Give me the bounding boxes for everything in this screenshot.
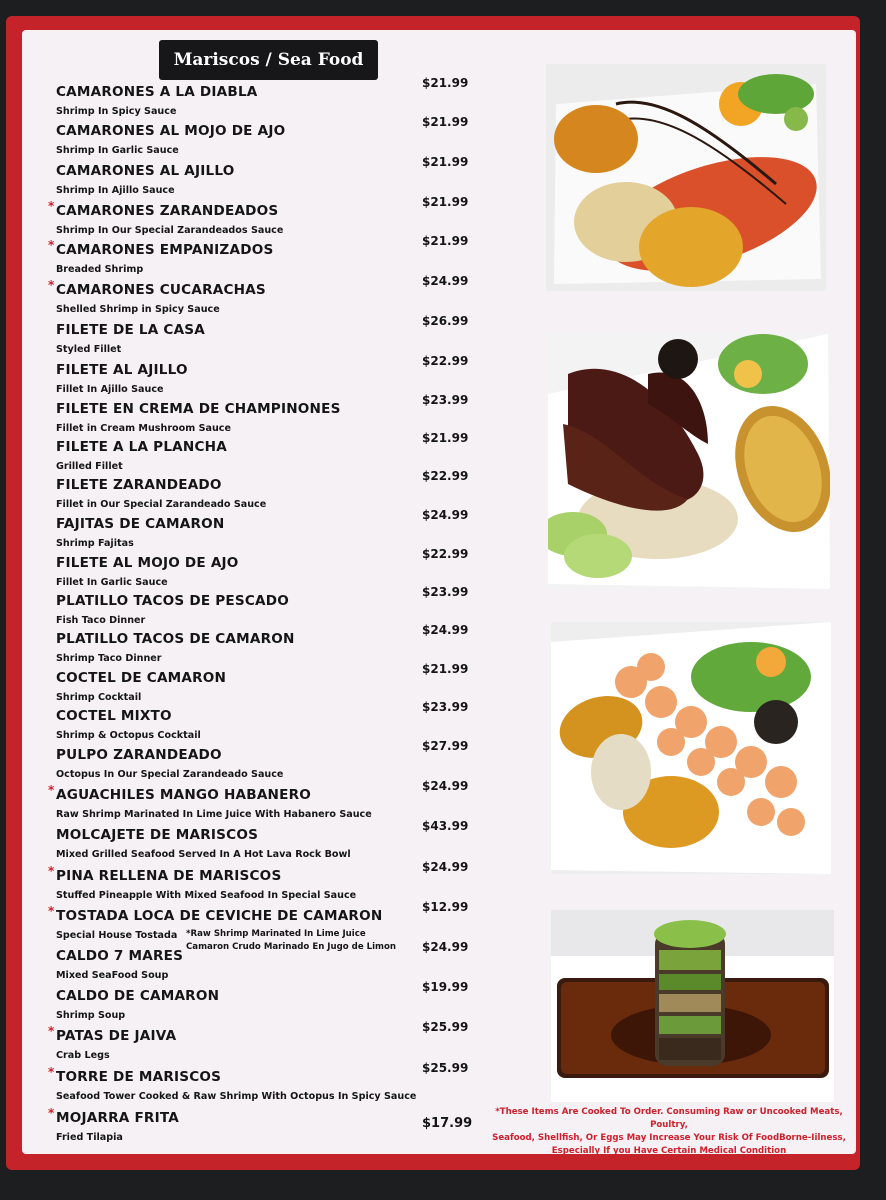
item-description: Fillet in Cream Mushroom Sauce xyxy=(56,423,231,434)
item-price: $21.99 xyxy=(422,662,469,676)
item-name: CAMARONES ZARANDEADOS xyxy=(56,203,279,219)
item-price: $23.99 xyxy=(422,393,469,407)
item-description: Shrimp In Our Special Zarandeados Sauce xyxy=(56,225,284,236)
item-description: Shrimp Fajitas xyxy=(56,538,134,549)
item-price: $21.99 xyxy=(422,115,469,129)
food-photo-seafood-tower-image xyxy=(551,910,834,1102)
item-name: MOJARRA FRITA xyxy=(56,1110,179,1126)
food-photo-shrimp-platter-image xyxy=(551,622,831,874)
item-name: PINA RELLENA DE MARISCOS xyxy=(56,868,282,884)
item-name: CAMARONES CUCARACHAS xyxy=(56,282,266,298)
item-price: $21.99 xyxy=(422,76,469,90)
item-name: CAMARONES AL MOJO DE AJO xyxy=(56,123,286,139)
item-description: Crab Legs xyxy=(56,1050,110,1061)
item-price: $27.99 xyxy=(422,739,469,753)
raw-warning-star: * xyxy=(48,199,55,213)
food-safety-disclaimer xyxy=(484,1106,854,1158)
item-name: TOSTADA LOCA DE CEVICHE DE CAMARON xyxy=(56,908,383,924)
item-description: Stuffed Pineapple With Mixed Seafood In Special Sauce xyxy=(56,890,357,901)
item-description: Fish Taco Dinner xyxy=(56,615,146,626)
food-photo-octopus-plate-image xyxy=(548,334,830,589)
item-price: $43.99 xyxy=(422,819,469,833)
item-name: COCTEL MIXTO xyxy=(56,708,172,724)
item-price: $22.99 xyxy=(422,547,469,561)
item-name: PLATILLO TACOS DE CAMARON xyxy=(56,631,295,647)
item-price: $25.99 xyxy=(422,1020,469,1034)
item-price: $21.99 xyxy=(422,155,469,169)
raw-warning-star: * xyxy=(48,783,55,797)
item-name: FILETE EN CREMA DE CHAMPINONES xyxy=(56,401,341,417)
item-name: FILETE A LA PLANCHA xyxy=(56,439,227,455)
item-description: Fillet in Our Special Zarandeado Sauce xyxy=(56,499,267,510)
item-description: Shrimp Taco Dinner xyxy=(56,653,162,664)
item-price: $24.99 xyxy=(422,274,469,288)
raw-warning-star: * xyxy=(48,864,55,878)
tostada-note-line: Camaron Crudo Marinado En Jugo de Limon xyxy=(186,942,397,952)
item-name: TORRE DE MARISCOS xyxy=(56,1069,222,1085)
item-name: PATAS DE JAIVA xyxy=(56,1028,177,1044)
disclaimer-line: Seafood, Shellfish, Or Eggs May Increase Your Risk Of FoodBorne-Iilness, xyxy=(492,1133,846,1143)
disclaimer-line: Especially If you Have Certain Medical Condition xyxy=(551,1146,787,1156)
item-price: $21.99 xyxy=(422,195,469,209)
item-price: $12.99 xyxy=(422,900,469,914)
item-price: $24.99 xyxy=(422,779,469,793)
item-description: Shrimp In Garlic Sauce xyxy=(56,145,179,156)
item-price: $24.99 xyxy=(422,940,469,954)
item-name: FILETE DE LA CASA xyxy=(56,322,206,338)
item-description: Mixed Grilled Seafood Served In A Hot Lava Rock Bowl xyxy=(56,849,351,860)
tostada-note xyxy=(186,928,396,954)
raw-warning-star: * xyxy=(48,238,55,252)
item-name: CALDO DE CAMARON xyxy=(56,988,220,1004)
tostada-note-line: *Raw Shrimp Marinated In Lime Juice xyxy=(186,929,366,939)
item-price: $19.99 xyxy=(422,980,469,994)
item-price: $24.99 xyxy=(422,860,469,874)
item-name: MOLCAJETE DE MARISCOS xyxy=(56,827,259,843)
item-name: CAMARONES EMPANIZADOS xyxy=(56,242,274,258)
item-description: Octopus In Our Special Zarandeado Sauce xyxy=(56,769,284,780)
food-photo-seafood-tower xyxy=(551,910,834,1102)
item-description: Fried Tilapia xyxy=(56,1132,123,1143)
item-price: $23.99 xyxy=(422,585,469,599)
raw-warning-star: * xyxy=(48,904,55,918)
item-description: Shrimp Cocktail xyxy=(56,692,142,703)
item-description: Raw Shrimp Marinated In Lime Juice With Habanero Sauce xyxy=(56,809,372,820)
item-description: Fillet In Ajillo Sauce xyxy=(56,384,164,395)
item-price: $21.99 xyxy=(422,234,469,248)
raw-warning-star: * xyxy=(48,1024,55,1038)
item-name: PULPO ZARANDEADO xyxy=(56,747,222,763)
food-photo-shrimp-plate-image xyxy=(546,64,826,291)
item-price: $17.99 xyxy=(422,1116,473,1131)
item-price: $26.99 xyxy=(422,314,469,328)
food-photo-octopus-plate xyxy=(548,334,830,589)
item-description: Seafood Tower Cooked & Raw Shrimp With Octopus In Spicy Sauce xyxy=(56,1091,417,1102)
item-description: Breaded Shrimp xyxy=(56,264,144,275)
item-description: Special House Tostada xyxy=(56,930,178,941)
item-price: $25.99 xyxy=(422,1061,469,1075)
item-description: Grilled Fillet xyxy=(56,461,123,472)
item-price: $22.99 xyxy=(422,469,469,483)
item-name: PLATILLO TACOS DE PESCADO xyxy=(56,593,290,609)
item-description: Shrimp In Ajillo Sauce xyxy=(56,185,175,196)
item-description: Shrimp & Octopus Cocktail xyxy=(56,730,201,741)
raw-warning-star: * xyxy=(48,278,55,292)
item-name: COCTEL DE CAMARON xyxy=(56,670,227,686)
item-description: Styled Fillet xyxy=(56,344,122,355)
raw-warning-star: * xyxy=(48,1065,55,1079)
item-price: $24.99 xyxy=(422,508,469,522)
item-name: CAMARONES AL AJILLO xyxy=(56,163,235,179)
item-price: $21.99 xyxy=(422,431,469,445)
item-name: AGUACHILES MANGO HABANERO xyxy=(56,787,312,803)
item-description: Fillet In Garlic Sauce xyxy=(56,577,168,588)
item-name: FILETE AL AJILLO xyxy=(56,362,188,378)
item-description: Shrimp Soup xyxy=(56,1010,126,1021)
item-price: $22.99 xyxy=(422,354,469,368)
item-name: CALDO 7 MARES xyxy=(56,948,184,964)
item-name: FILETE AL MOJO DE AJO xyxy=(56,555,239,571)
item-description: Shelled Shrimp in Spicy Sauce xyxy=(56,304,220,315)
item-price: $23.99 xyxy=(422,700,469,714)
section-title: Mariscos / Sea Food xyxy=(159,40,378,80)
item-name: CAMARONES A LA DIABLA xyxy=(56,84,258,100)
item-name: FILETE ZARANDEADO xyxy=(56,477,222,493)
food-photo-shrimp-plate xyxy=(546,64,826,291)
item-name: FAJITAS DE CAMARON xyxy=(56,516,225,532)
item-price: $24.99 xyxy=(422,623,469,637)
item-description: Mixed SeaFood Soup xyxy=(56,970,169,981)
item-description: Shrimp In Spicy Sauce xyxy=(56,106,177,117)
menu-item xyxy=(48,1106,488,1150)
food-photo-shrimp-platter xyxy=(551,622,831,874)
disclaimer-line: *These Items Are Cooked To Order. Consuming Raw or Uncooked Meats, Poultry, xyxy=(495,1107,843,1130)
menu-item xyxy=(48,1061,488,1109)
raw-warning-star: * xyxy=(48,1106,55,1120)
